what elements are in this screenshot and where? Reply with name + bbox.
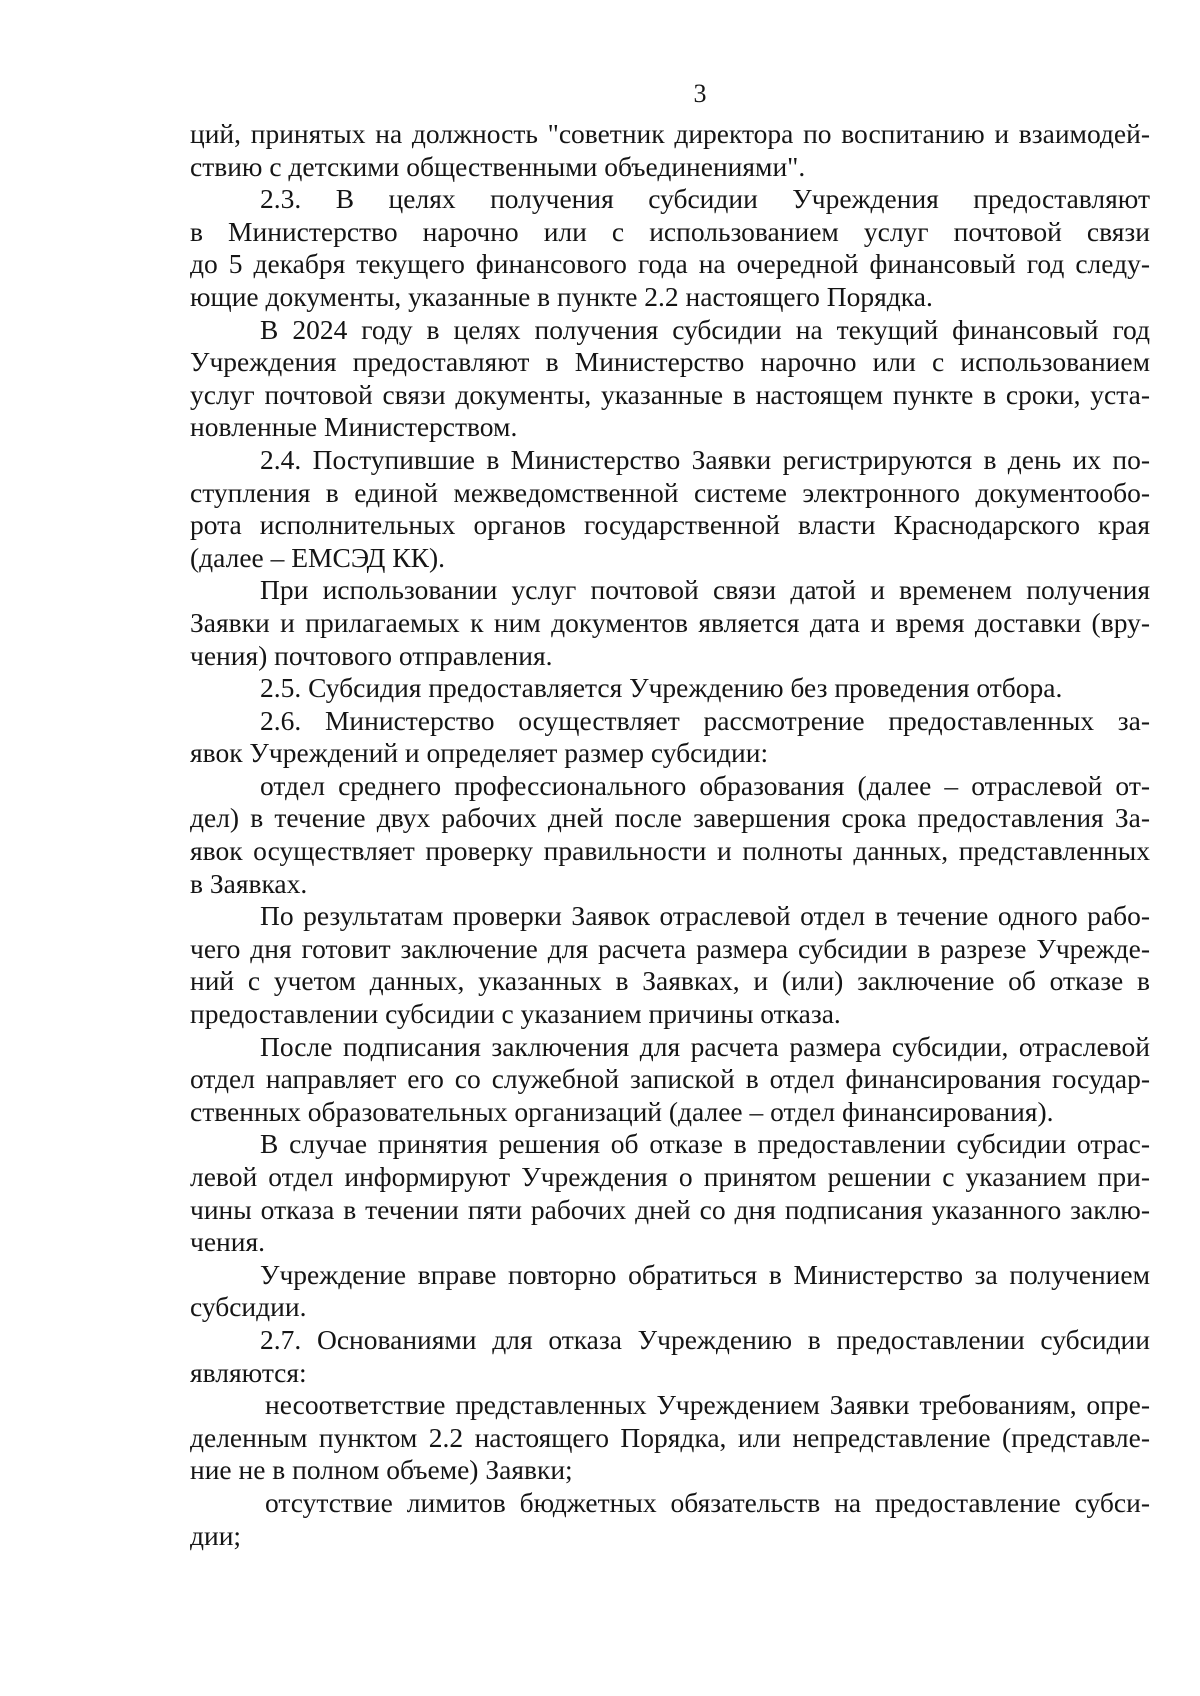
text-line: отдел среднего профессионального образования (далее – отраслевой от-: [260, 769, 1150, 801]
text-line: ющие документы, указанные в пункте 2.2 настоящего Порядка.: [190, 280, 933, 312]
text-line: 2.5. Субсидия предоставляется Учреждению без проведения отбора.: [260, 672, 1063, 704]
text-line: 2.6. Министерство осуществляет рассмотрение предоставленных за-: [260, 704, 1150, 736]
text-line: явок Учреждений и определяет размер субсидии:: [190, 737, 769, 769]
text-line: до 5 декабря текущего финансового года на очередной финансовый год следу-: [190, 248, 1150, 280]
text-line: В случае принятия решения об отказе в предоставлении субсидии отрас-: [260, 1128, 1150, 1160]
text-line: В 2024 году в целях получения субсидии на текущий финансовый год: [260, 313, 1150, 345]
text-line: рота исполнительных органов государственной власти Краснодарского края: [190, 509, 1150, 541]
text-line: дии;: [190, 1519, 242, 1551]
text-line: дел) в течение двух рабочих дней после завершения срока предоставления За-: [190, 802, 1150, 834]
text-line: ций, принятых на должность "советник директора по воспитанию и взаимодей-: [190, 118, 1150, 149]
text-line: чения.: [190, 1226, 265, 1258]
text-line: новленные Министерством.: [190, 411, 518, 443]
text-line: 2.3. В целях получения субсидии Учреждения предоставляют: [260, 183, 1150, 215]
text-line: субсидии.: [190, 1291, 307, 1323]
text-line: отдел направляет его со служебной запиской в отдел финансирования государ-: [190, 1063, 1150, 1095]
text-line: (далее – ЕМСЭД КК).: [190, 541, 446, 573]
text-line: 2.4. Поступившие в Министерство Заявки регистрируются в день их по-: [260, 443, 1150, 475]
text-line: левой отдел информируют Учреждения о принятом решении с указанием при-: [190, 1161, 1150, 1192]
page-number: 3: [693, 79, 707, 108]
text-line: отсутствие лимитов бюджетных обязательств на предоставление субси-: [265, 1486, 1150, 1518]
text-line: чего дня готовит заключение для расчета размера субсидии в разрезе Учрежде-: [190, 932, 1150, 964]
text-line: в Министерство нарочно или с использованием услуг почтовой связи: [190, 215, 1150, 247]
text-line: 2.7. Основаниями для отказа Учреждению в предоставлении субсидии: [260, 1323, 1150, 1355]
text-line: предоставлении субсидии с указанием причины отказа.: [190, 998, 841, 1030]
text-line: ние не в полном объеме) Заявки;: [190, 1454, 573, 1486]
text-line: ступления в единой межведомственной системе электронного документообо-: [190, 476, 1150, 508]
text-line: услуг почтовой связи документы, указанные в настоящем пункте в сроки, уста-: [190, 378, 1150, 410]
text-line: деленным пунктом 2.2 настоящего Порядка, или непредставление (представле-: [190, 1421, 1150, 1453]
text-line: По результатам проверки Заявок отраслевой отдел в течение одного рабо-: [260, 900, 1150, 932]
text-line: Учреждение вправе повторно обратиться в Министерство за получением: [260, 1258, 1150, 1290]
text-line: чения) почтового отправления.: [190, 639, 553, 671]
text-line: Учреждения предоставляют в Министерство нарочно или с использованием: [190, 346, 1150, 378]
text-line: чины отказа в течении пяти рабочих дней со дня подписания указанного заклю-: [190, 1193, 1150, 1225]
document-body: [190, 118, 1150, 1552]
text-line: являются:: [190, 1356, 307, 1388]
text-line: явок осуществляет проверку правильности и полноты данных, представленных: [190, 835, 1150, 867]
text-line: ственных образовательных организаций (далее – отдел финансирования).: [190, 1095, 1054, 1127]
text-line: в Заявках.: [190, 867, 308, 899]
text-line: Заявки и прилагаемых к ним документов является дата и время доставки (вру-: [190, 606, 1150, 638]
text-line: ний с учетом данных, указанных в Заявках, и (или) заключение об отказе в: [190, 965, 1150, 997]
text-line: После подписания заключения для расчета размера субсидии, отраслевой: [260, 1030, 1150, 1062]
text-line: несоответствие представленных Учреждением Заявки требованиям, опре-: [265, 1389, 1150, 1421]
text-line: При использовании услуг почтовой связи датой и временем получения: [260, 574, 1150, 606]
text-line: ствию с детскими общественными объединениями".: [190, 150, 806, 182]
